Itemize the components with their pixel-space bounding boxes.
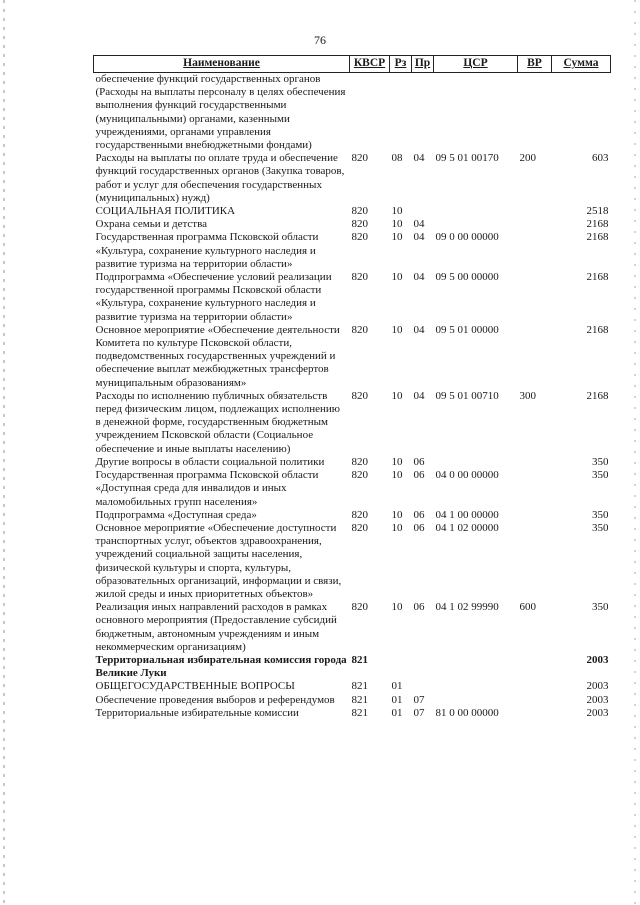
header-sum: Сумма [552,56,611,73]
cell-name: Территориальные избирательные комиссии [95,706,299,719]
cell-rz: 10 [391,323,403,336]
cell-pr [412,680,434,693]
table-row [94,707,611,720]
cell-vr [518,324,552,390]
table-row [94,324,611,390]
cell-sum: 603 [592,152,609,165]
cell-sum: 350 [592,601,609,614]
cell-csr [434,694,518,707]
cell-sum: 2168 [586,323,609,336]
header-rz: Рз [390,56,412,73]
table-row [94,469,611,509]
cell-sum: 2003 [586,706,609,719]
cell-name: Территориальная избирательная комиссия города Великие Луки [95,653,347,680]
cell-vr [518,509,552,522]
cell-kvsr: 821 [351,706,368,719]
cell-rz: 10 [391,271,403,284]
cell-rz: 10 [391,469,403,482]
cell-sum: 2168 [586,218,609,231]
header-csr: ЦСР [434,56,518,73]
table-row [94,509,611,522]
cell-sum: 350 [592,521,609,534]
cell-pr: 04 [413,271,425,284]
cell-name: Реализация иных направлений расходов в рамках основного мероприятия (Предоставление субсидий бюджетным, автономным учреждениям и иным некоммерческим организациям) [95,601,337,653]
cell-sum: 2003 [586,680,609,693]
table-row [94,456,611,469]
cell-kvsr: 820 [351,323,368,336]
cell-csr: 04 0 00 00000 [435,469,499,482]
cell-csr [434,654,518,680]
table-body [94,73,611,720]
cell-kvsr: 820 [351,152,368,165]
cell-name: Подпрограмма «Доступная среда» [95,508,257,521]
cell-csr: 81 0 00 00000 [435,706,499,719]
table-row [94,522,611,601]
cell-pr: 04 [413,323,425,336]
cell-rz: 10 [391,508,403,521]
header-kvsr: КВСР [350,56,390,73]
cell-name: Государственная программа Псковской области «Доступная среда для инвалидов и иных маломобильных групп населения» [95,469,319,508]
cell-csr [434,456,518,469]
table-row [94,73,611,153]
cell-csr: 04 1 00 00000 [435,508,499,521]
cell-vr: 300 [519,389,536,402]
cell-kvsr: 821 [351,693,368,706]
cell-pr: 06 [413,508,425,521]
cell-pr: 07 [413,706,425,719]
cell-vr [518,218,552,231]
cell-kvsr: 820 [351,601,368,614]
header-name: Наименование [94,56,350,73]
cell-name: Основное мероприятие «Обеспечение деятельности Комитета по культуре Псковской области, подведомственных государственных учреждений и обеспечение выплат межбюджетных трансфертов муниципальным образованиям» [95,323,340,389]
cell-csr: 04 1 02 99990 [435,601,499,614]
table-row [94,218,611,231]
table-row [94,680,611,693]
table-row [94,205,611,218]
cell-rz: 01 [391,693,403,706]
cell-kvsr: 820 [351,218,368,231]
cell-csr: 04 1 02 00000 [435,521,499,534]
cell-kvsr: 820 [351,271,368,284]
table-header [94,56,611,73]
cell-vr [518,469,552,509]
cell-pr: 07 [413,693,425,706]
cell-kvsr: 820 [351,469,368,482]
cell-vr [518,522,552,601]
cell-pr: 06 [413,521,425,534]
cell-kvsr: 820 [351,205,368,218]
cell-pr: 04 [413,231,425,244]
cell-name: Расходы по исполнению публичных обязательств перед физическим лицом, подлежащих исполнению в денежной форме, государственным бюджетным учреждением Псковской области (Социальное обеспечение и иные выплаты населению) [95,389,341,455]
cell-rz: 10 [391,455,403,468]
cell-kvsr: 820 [351,231,368,244]
cell-pr [412,205,434,218]
cell-pr: 06 [413,601,425,614]
cell-csr: 09 5 01 00710 [435,389,499,402]
cell-name: Подпрограмма «Обеспечение условий реализации государственной программы Псковской области «Культура, сохранение культурного наследия и развитие туризма на территории области» [95,271,332,323]
cell-vr [518,271,552,324]
table-row [94,694,611,707]
cell-pr: 06 [413,469,425,482]
budget-table [93,55,611,720]
cell-kvsr: 821 [351,653,368,666]
cell-name: Расходы на выплаты по оплате труда и обеспечение функций государственных органов (Закупка товаров, работ и услуг для обеспечения государственных (муниципальных) нужд) [95,152,345,204]
cell-rz: 10 [391,205,403,218]
cell-vr: 600 [519,601,536,614]
cell-sum: 2003 [586,653,609,666]
cell-rz: 10 [391,231,403,244]
cell-pr: 06 [413,455,425,468]
cell-name: ОБЩЕГОСУДАРСТВЕННЫЕ ВОПРОСЫ [95,680,295,693]
table-row [94,601,611,654]
cell-pr: 04 [413,218,425,231]
cell-rz: 08 [391,152,403,165]
cell-sum: 2168 [586,389,609,402]
cell-vr [518,654,552,680]
cell-vr [518,694,552,707]
cell-name: Другие вопросы в области социальной политики [95,455,325,468]
cell-csr [434,680,518,693]
cell-pr [412,654,434,680]
cell-rz: 10 [391,218,403,231]
cell-name: Охрана семьи и детства [95,218,208,231]
scan-edge-left [3,0,5,905]
cell-sum [552,73,611,153]
cell-kvsr: 820 [351,389,368,402]
header-pr: Пр [412,56,434,73]
cell-kvsr: 820 [351,455,368,468]
cell-vr [518,707,552,720]
cell-name: СОЦИАЛЬНАЯ ПОЛИТИКА [95,205,236,218]
cell-vr [518,73,552,153]
table-row [94,390,611,456]
cell-pr: 04 [413,152,425,165]
cell-kvsr: 820 [351,521,368,534]
table-row [94,654,611,680]
cell-rz [390,73,412,153]
cell-sum: 350 [592,469,609,482]
scan-edge-right [634,0,636,905]
table-row [94,231,611,271]
cell-sum: 2003 [586,693,609,706]
cell-vr [518,205,552,218]
cell-sum: 350 [592,508,609,521]
cell-sum: 2518 [586,205,609,218]
cell-name: Обеспечение проведения выборов и референдумов [95,693,335,706]
cell-pr: 04 [413,389,425,402]
cell-rz: 10 [391,389,403,402]
cell-name: Государственная программа Псковской области «Культура, сохранение культурного наследия и развитие туризма на территории области» [95,231,319,270]
cell-vr [518,231,552,271]
cell-rz: 01 [391,706,403,719]
cell-sum: 350 [592,455,609,468]
cell-vr: 200 [519,152,536,165]
cell-sum: 2168 [586,231,609,244]
cell-csr [434,205,518,218]
cell-name: Основное мероприятие «Обеспечение доступности транспортных услуг, объектов здравоохранения, учреждений социальной защиты населения, физической культуры и спорта, культуры, образовательных организаций, информации и связи, жилой среды и иных приоритетных объектов» [95,521,342,600]
cell-vr [518,456,552,469]
cell-kvsr: 820 [351,508,368,521]
cell-rz [390,654,412,680]
cell-csr [434,218,518,231]
cell-csr: 09 5 00 00000 [435,271,499,284]
cell-pr [412,73,434,153]
table-row [94,152,611,205]
header-vr: ВР [518,56,552,73]
cell-name: обеспечение функций государственных органов (Расходы на выплаты персоналу в целях обеспечения выполнения функций государственными (муниципальными) органами, казенными учреждениями, органами управления государственными внебюджетными фондами) [95,73,346,152]
cell-vr [518,680,552,693]
table-row [94,271,611,324]
cell-csr [434,73,518,153]
cell-rz: 10 [391,521,403,534]
cell-csr: 09 5 01 00000 [435,323,499,336]
page-number: 76 [314,33,326,47]
cell-kvsr: 821 [351,680,368,693]
cell-csr: 09 0 00 00000 [435,231,499,244]
cell-sum: 2168 [586,271,609,284]
cell-rz: 01 [391,680,403,693]
cell-csr: 09 5 01 00170 [435,152,499,165]
cell-rz: 10 [391,601,403,614]
cell-kvsr [350,73,390,153]
